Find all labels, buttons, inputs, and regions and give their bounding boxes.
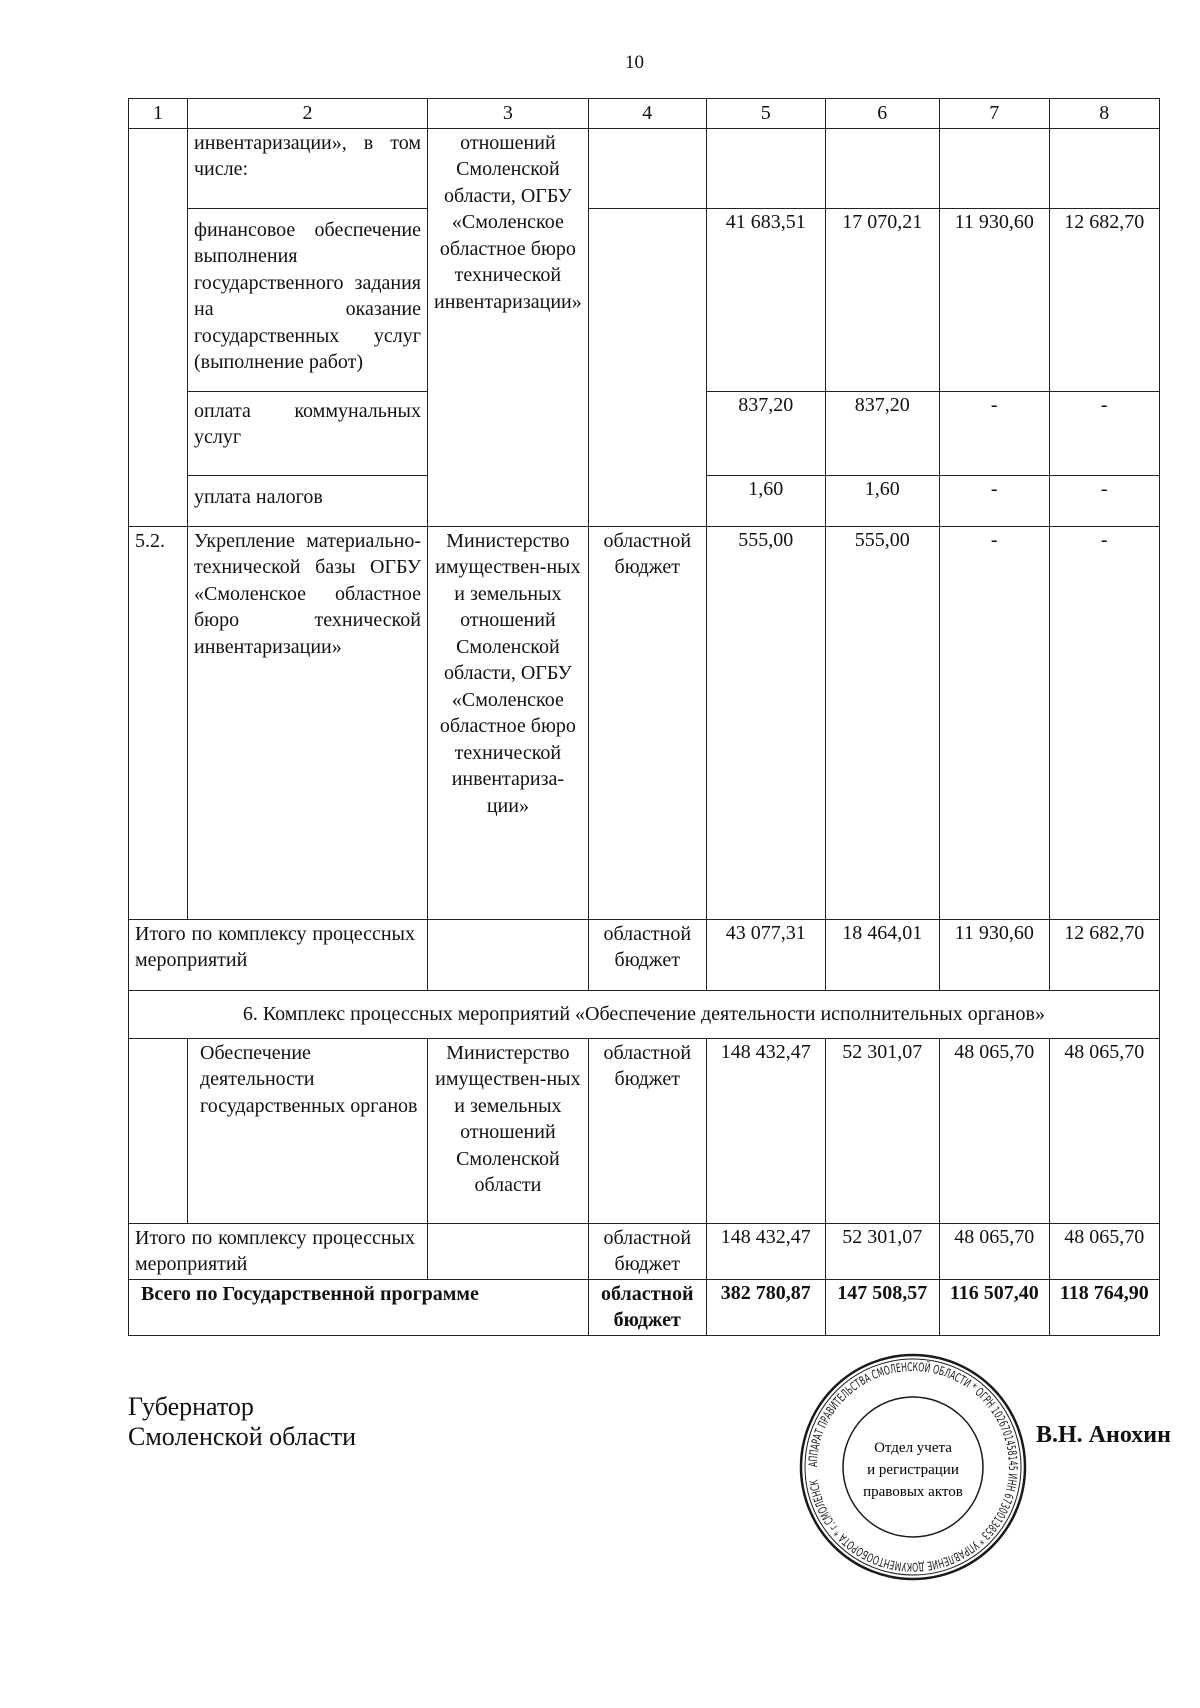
cell-value: 17 070,21 [825,208,939,391]
cell-source: областной бюджет [588,1223,706,1279]
table-row [129,128,1160,208]
cell-executor: Министерство имуществен-ных и земельных отношений Смоленской области [428,1038,589,1223]
table-row [129,1038,1160,1223]
cell-name: инвентаризации», в том числе: [188,128,428,208]
cell-value: 43 077,31 [706,919,825,990]
page-number: 10 [625,52,644,73]
cell-empty [706,128,825,208]
col-header: 4 [588,99,706,129]
col-header: 1 [129,99,188,129]
cell-value: 148 432,47 [706,1223,825,1279]
cell-value: 52 301,07 [825,1223,939,1279]
cell-value: 147 508,57 [825,1279,939,1335]
signatory-name: В.Н. Анохин [1036,1422,1171,1448]
cell-name: Итого по комплексу процессных мероприятий [129,1223,428,1279]
cell-name: Обеспечение деятельности государственных органов [188,1038,428,1223]
cell-value: 11 930,60 [939,208,1049,391]
cell-name: Укрепление материально-технической базы ОГБУ «Смоленское областное бюро технической инвентаризации» [188,526,428,919]
cell-empty [428,919,589,990]
col-header: 8 [1049,99,1159,129]
cell-value: 48 065,70 [939,1038,1049,1223]
cell-value: 48 065,70 [1049,1223,1159,1279]
cell-value: - [939,475,1049,526]
cell-value: 41 683,51 [706,208,825,391]
cell-name: оплата коммунальных услуг [188,391,428,475]
cell-value: 1,60 [706,475,825,526]
cell-value: 1,60 [825,475,939,526]
stamp-inner-text: правовых актов [863,1484,963,1500]
cell-executor: Министерство имуществен-ных и земельных отношений Смоленской области, ОГБУ «Смоленское областное бюро технической инвентариза-ции» [428,526,589,919]
section-title: 6. Комплекс процессных мероприятий «Обеспечение деятельности исполнительных органов» [129,990,1160,1038]
cell-empty [588,128,706,208]
table-row [129,526,1160,919]
cell-value: 11 930,60 [939,919,1049,990]
cell-value: 837,20 [825,391,939,475]
signatory-title-line: Губернатор [128,1392,254,1421]
col-header: 5 [706,99,825,129]
col-header: 2 [188,99,428,129]
cell-name: уплата налогов [188,475,428,526]
cell-empty [1049,128,1159,208]
grand-total-row [129,1279,1160,1335]
cell-name: Всего по Государственной программе [129,1279,589,1335]
total-row [129,919,1160,990]
total-row [129,1223,1160,1279]
cell-name: Итого по комплексу процессных мероприятий [129,919,428,990]
cell-value: 48 065,70 [939,1223,1049,1279]
signatory-title [128,1392,356,1452]
official-stamp [798,1352,1028,1582]
stamp-ring-text: АППАРАТ ПРАВИТЕЛЬСТВА СМОЛЕНСКОЙ ОБЛАСТИ * ОГРН 1026701458145 ИНН 6730013853 * УПРАВЛЕНИЕ ДОКУМЕНТООБОРОТА * г.СМОЛЕНСК [805,1359,1021,1575]
cell-value: 116 507,40 [939,1279,1049,1335]
cell-value: 18 464,01 [825,919,939,990]
cell-value: 48 065,70 [1049,1038,1159,1223]
cell-empty [129,1038,188,1223]
budget-table [128,98,1160,1336]
col-header: 7 [939,99,1049,129]
col-header: 6 [825,99,939,129]
cell-value: 148 432,47 [706,1038,825,1223]
cell-source: областной бюджет [588,1038,706,1223]
cell-executor: отношений Смоленской области, ОГБУ «Смоленское областное бюро технической инвентаризации» [428,128,589,526]
cell-value: - [1049,391,1159,475]
stamp-inner-text: Отдел учета [874,1440,952,1456]
cell-value: 12 682,70 [1049,919,1159,990]
cell-value: - [1049,526,1159,919]
cell-value: - [1049,475,1159,526]
cell-empty [588,208,706,526]
stamp-inner-text: и регистрации [867,1462,959,1478]
cell-source: областной бюджет [588,526,706,919]
table-row [129,208,1160,391]
header-row [129,99,1160,129]
cell-empty [428,1223,589,1279]
cell-value: 118 764,90 [1049,1279,1159,1335]
cell-value: 12 682,70 [1049,208,1159,391]
cell-value: 555,00 [825,526,939,919]
cell-value: 52 301,07 [825,1038,939,1223]
cell-value: 555,00 [706,526,825,919]
cell-empty [129,128,188,526]
cell-name: финансовое обеспечение выполнения государственного задания на оказание государственных услуг (выполнение работ) [188,208,428,391]
signatory-title-line: Смоленской области [128,1422,357,1451]
cell-empty [939,128,1049,208]
cell-empty [825,128,939,208]
cell-source: областной бюджет [588,919,706,990]
section-row [129,990,1160,1038]
cell-value: - [939,526,1049,919]
cell-number: 5.2. [129,526,188,919]
cell-value: 382 780,87 [706,1279,825,1335]
col-header: 3 [428,99,589,129]
cell-value: 837,20 [706,391,825,475]
cell-source: областной бюджет [588,1279,706,1335]
cell-value: - [939,391,1049,475]
